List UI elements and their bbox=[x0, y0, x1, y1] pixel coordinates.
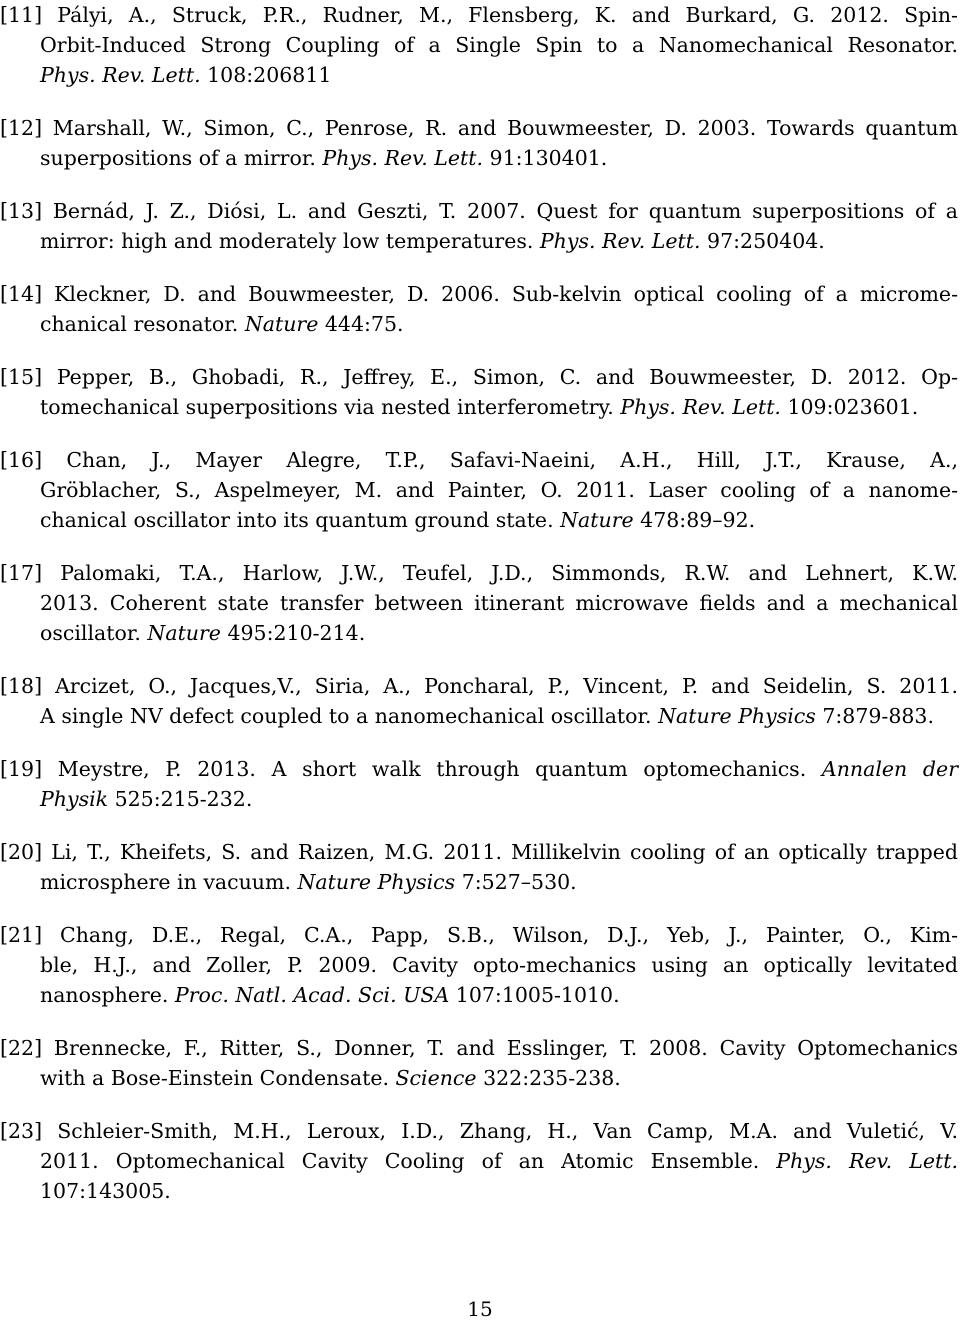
reference-line bbox=[40, 1176, 171, 1206]
reference-text: [23] Schleier-Smith, M.H., Leroux, I.D., Zhang, H., Van Camp, M.A. and Vuletić, V. bbox=[0, 1119, 958, 1143]
reference-text: Nature Physics bbox=[658, 704, 816, 728]
reference-line bbox=[0, 362, 958, 392]
reference-line bbox=[0, 113, 958, 143]
reference-text: [22] Brennecke, F., Ritter, S., Donner, T. and Esslinger, T. 2008. Cavity Optomechanics bbox=[0, 1036, 958, 1060]
reference-line bbox=[40, 60, 331, 90]
reference-text: A single NV defect coupled to a nanomechanical oscillator. bbox=[40, 704, 659, 728]
reference-text: 7:527–530. bbox=[455, 870, 577, 894]
reference-text: Phys. Rev. Lett. bbox=[776, 1149, 959, 1173]
reference-line bbox=[40, 392, 918, 422]
reference-text: 322:235-238. bbox=[476, 1066, 621, 1090]
reference-text: 108:206811 bbox=[200, 63, 332, 87]
reference-text: 109:023601. bbox=[780, 395, 919, 419]
reference-line bbox=[40, 309, 404, 339]
reference-text: 7:879-883. bbox=[815, 704, 934, 728]
reference-text: 97:250404. bbox=[700, 229, 825, 253]
reference-line bbox=[0, 0, 958, 30]
reference-text: Nature Physics bbox=[297, 870, 456, 894]
reference-text: 444:75. bbox=[318, 312, 404, 336]
reference-text: Physik bbox=[40, 787, 109, 811]
reference-text: oscillator. bbox=[40, 621, 148, 645]
reference-text: 525:215-232. bbox=[108, 787, 253, 811]
reference-text: [16] Chan, J., Mayer Alegre, T.P., Safavi-Naeini, A.H., Hill, J.T., Krause, A., bbox=[0, 448, 958, 472]
reference-line bbox=[40, 618, 365, 648]
reference-text: mirror: high and moderately low temperatures. bbox=[40, 229, 540, 253]
reference-text: [15] Pepper, B., Ghobadi, R., Jeffrey, E., Simon, C. and Bouwmeester, D. 2012. Op- bbox=[0, 365, 958, 389]
reference-text: [20] Li, T., Kheifets, S. and Raizen, M.G. 2011. Millikelvin cooling of an optically trapped bbox=[0, 840, 958, 864]
reference-text: [13] Bernád, J. Z., Diósi, L. and Geszti, T. 2007. Quest for quantum superpositions of a bbox=[0, 199, 958, 223]
reference-text: [17] Palomaki, T.A., Harlow, J.W., Teufel, J.D., Simmonds, R.W. and Lehnert, K.W. bbox=[0, 561, 958, 585]
reference-line bbox=[0, 754, 958, 784]
reference-text: chanical resonator. bbox=[40, 312, 245, 336]
reference-text: nanosphere. bbox=[40, 983, 175, 1007]
reference-line bbox=[0, 279, 958, 309]
reference-text: Nature bbox=[244, 312, 319, 336]
reference-line bbox=[40, 143, 607, 173]
reference-line bbox=[40, 950, 958, 980]
reference-line bbox=[0, 558, 958, 588]
reference-text: [19] Meystre, P. 2013. A short walk through quantum optomechanics. bbox=[0, 757, 822, 781]
reference-text: 2011. Optomechanical Cavity Cooling of an Atomic Ensemble. bbox=[40, 1149, 777, 1173]
reference-line bbox=[40, 784, 252, 814]
reference-text: [18] Arcizet, O., Jacques,V., Siria, A., Poncharal, P., Vincent, P. and Seidelin, S. 2011. bbox=[0, 674, 958, 698]
reference-text: ble, H.J., and Zoller, P. 2009. Cavity opto-mechanics using an optically levitated bbox=[40, 953, 958, 977]
reference-text: [12] Marshall, W., Simon, C., Penrose, R. and Bouwmeester, D. 2003. Towards quantum bbox=[0, 116, 958, 140]
reference-line bbox=[0, 445, 958, 475]
reference-text: tomechanical superpositions via nested interferometry. bbox=[40, 395, 621, 419]
reference-text: superpositions of a mirror. bbox=[40, 146, 323, 170]
reference-text: Phys. Rev. Lett. bbox=[539, 229, 701, 253]
reference-line bbox=[0, 920, 958, 950]
reference-line bbox=[40, 475, 958, 505]
reference-line bbox=[0, 196, 958, 226]
reference-text: 2013. Coherent state transfer between itinerant microwave fields and a mechanical bbox=[40, 591, 958, 615]
reference-line bbox=[0, 1033, 958, 1063]
reference-text: Phys. Rev. Lett. bbox=[322, 146, 484, 170]
reference-text: chanical oscillator into its quantum ground state. bbox=[40, 508, 561, 532]
reference-text: [11] Pályi, A., Struck, P.R., Rudner, M., Flensberg, K. and Burkard, G. 2012. Spin- bbox=[0, 3, 958, 27]
reference-line bbox=[40, 701, 934, 731]
reference-text: with a Bose-Einstein Condensate. bbox=[40, 1066, 396, 1090]
reference-text: Nature bbox=[560, 508, 634, 532]
reference-text: 107:1005-1010. bbox=[449, 983, 620, 1007]
reference-text: Annalen der bbox=[821, 757, 958, 781]
reference-text: Phys. Rev. Lett. bbox=[620, 395, 781, 419]
reference-line bbox=[40, 1063, 621, 1093]
reference-text: 107:143005. bbox=[40, 1179, 171, 1203]
reference-text: microsphere in vacuum. bbox=[40, 870, 298, 894]
reference-text: Proc. Natl. Acad. Sci. USA bbox=[174, 983, 450, 1007]
reference-text: 495:210-214. bbox=[220, 621, 366, 645]
page-number: 15 bbox=[467, 1297, 493, 1321]
reference-text: Science bbox=[395, 1066, 477, 1090]
reference-text: Nature bbox=[147, 621, 221, 645]
reference-text: [14] Kleckner, D. and Bouwmeester, D. 2006. Sub-kelvin optical cooling of a microme- bbox=[0, 282, 958, 306]
reference-line bbox=[40, 30, 958, 60]
reference-line bbox=[40, 505, 755, 535]
reference-text: 91:130401. bbox=[483, 146, 608, 170]
reference-line bbox=[40, 980, 620, 1010]
reference-line bbox=[40, 588, 958, 618]
reference-text: [21] Chang, D.E., Regal, C.A., Papp, S.B., Wilson, D.J., Yeb, J., Painter, O., Kim- bbox=[0, 923, 958, 947]
reference-text: 478:89–92. bbox=[633, 508, 756, 532]
reference-line bbox=[0, 837, 958, 867]
reference-line bbox=[0, 1116, 958, 1146]
reference-line bbox=[40, 226, 825, 256]
reference-line bbox=[40, 867, 577, 897]
reference-line bbox=[40, 1146, 958, 1176]
reference-text: Gröblacher, S., Aspelmeyer, M. and Painter, O. 2011. Laser cooling of a nanome- bbox=[40, 478, 958, 502]
reference-line bbox=[0, 671, 958, 701]
reference-text: Orbit-Induced Strong Coupling of a Single Spin to a Nanomechanical Resonator. bbox=[40, 33, 958, 57]
reference-text: Phys. Rev. Lett. bbox=[40, 63, 201, 87]
